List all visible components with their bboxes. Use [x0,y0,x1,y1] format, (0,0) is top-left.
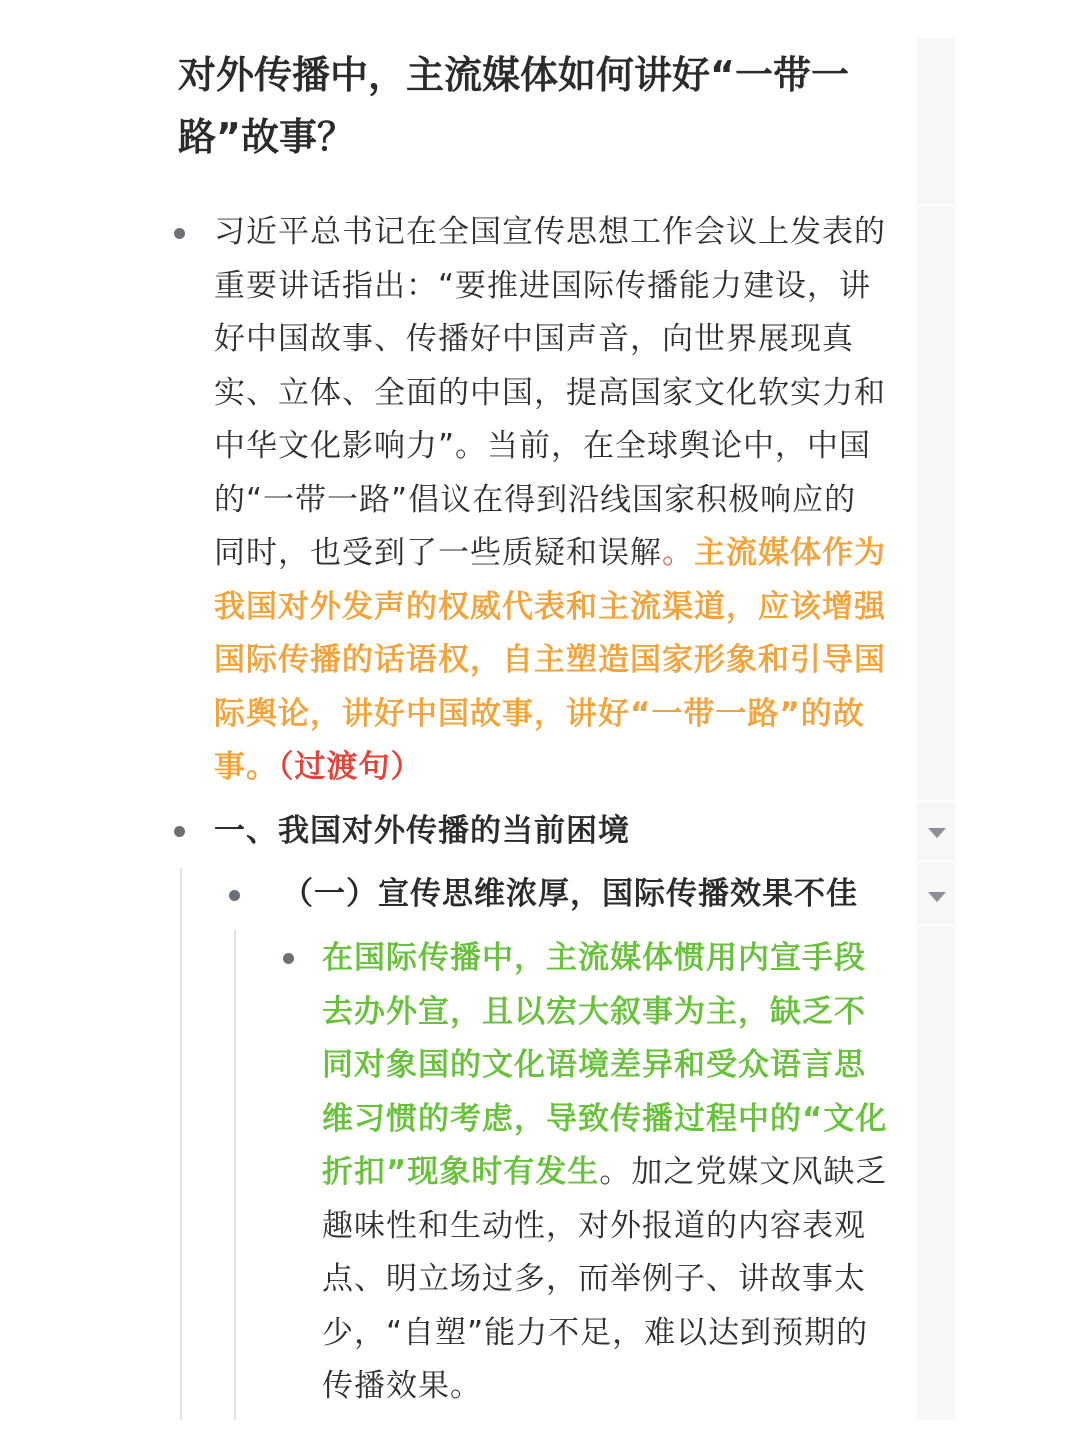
bullet-dot-icon [174,228,185,239]
intro-highlight: 主流媒体作为我国对外发声的权威代表和主流渠道，应该增强国际传播的话语权，自主塑造国家形象和引导国际舆论，讲好中国故事，讲好“一带一路”的故事。 [214,535,886,785]
subsection-text: 。加之党媒文风缺乏趣味性和生动性，对外报道的内容表观点、明立场过多，而举例子、讲故事太少，“自塑”能力不足，难以达到预期的传播效果。 [322,1154,888,1404]
subsection-highlight: 在国际传播中，主流媒体惯用内宣手段去办外宣，且以宏大叙事为主，缺乏不同对象国的文化语境差异和受众语言思维习惯的考虑，导致传播过程中的“文化折扣”现象时有发生 [322,940,888,1190]
rail-divider [916,860,956,862]
side-rail [916,38,956,1420]
outline-guide-line [180,868,182,1420]
section-heading[interactable]: 一、我国对外传播的当前困境 [214,813,630,849]
bullet-dot-icon [229,890,240,901]
intro-period: 。 [662,535,694,571]
intro-text: 习近平总书记在全国宣传思想工作会议上发表的重要讲话指出：“要推进国际传播能力建设，讲好中国故事、传播好中国声音，向世界展现真实、立体、全面的中国，提高国家文化软实力和中华文化影响力”。当前，在全球舆论中，中国的“一带一路”倡议在得到沿线国家积极响应的同时，也受到了一些质疑和误解 [214,214,886,571]
rail-divider [916,800,956,802]
bullet-dot-icon [283,953,294,964]
page-title: 对外传播中，主流媒体如何讲好“一带一路”故事？ [178,53,849,159]
subsection-paragraph[interactable] [322,932,888,1414]
rail-divider [916,204,956,206]
rail-divider [916,924,956,926]
outline-guide-line [234,930,236,1420]
chevron-down-icon[interactable] [928,892,946,902]
bullet-dot-icon [174,826,185,837]
chevron-down-icon[interactable] [928,828,946,838]
intro-paragraph[interactable] [214,206,888,795]
subsection-heading[interactable]: （一）宣传思维浓厚，国际传播效果不佳 [282,876,858,912]
transition-note: （过渡句） [278,749,423,785]
